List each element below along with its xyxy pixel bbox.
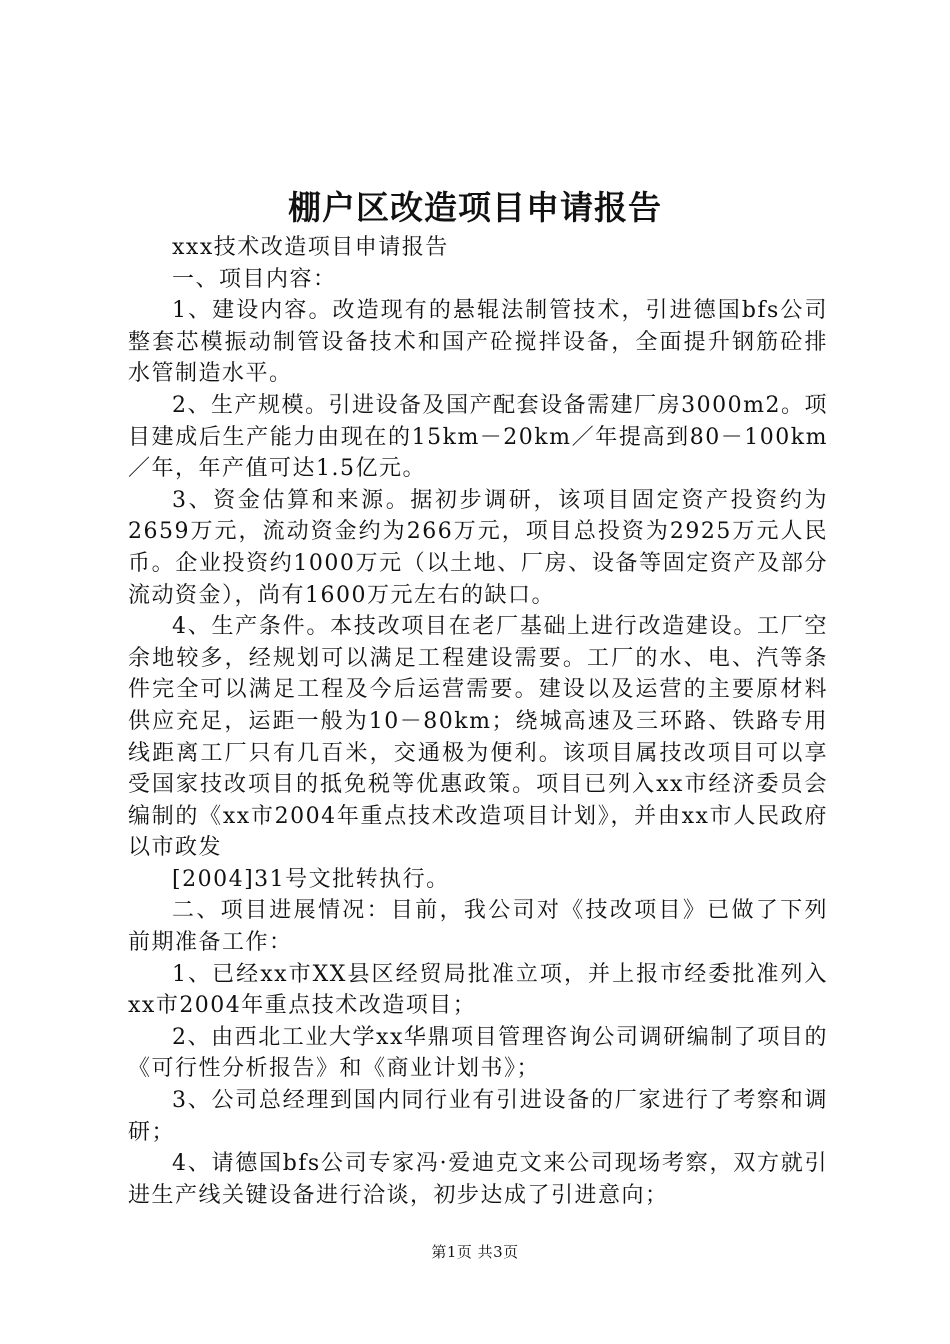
paragraph-production-scale: 2、生产规模。引进设备及国产配套设备需建厂房3000m2。项目建成后生产能力由现在的15km－20km／年提高到80－100km／年，年产值可达1.5亿元。 [128,392,828,482]
document-title: 棚户区改造项目申请报告 [288,188,662,227]
paragraph-construction-content: 1、建设内容。改造现有的悬辊法制管技术，引进德国bfs公司整套芯模振动制管设备技术和国产砼搅拌设备，全面提升钢筋砼排水管制造水平。 [128,298,828,387]
document-body [128,232,828,1211]
paragraph-funding: 3、资金估算和来源。据初步调研，该项目固定资产投资约为2659万元，流动资金约为266万元，项目总投资为2925万元人民币。企业投资约1000万元（以土地、厂房、设备等固定资产及部分流动资金），尚有1600万元左右的缺口。 [128,487,828,608]
paragraph-report-name: xxx技术改造项目申请报告 [172,235,449,260]
section-heading-progress: 二、项目进展情况：目前，我公司对《技改项目》已做了下列前期准备工作： [128,898,828,956]
paragraph-progress-4: 4、请德国bfs公司专家冯·爱迪克文来公司现场考察，双方就引进生产线关键设备进行洽谈，初步达成了引进意向； [128,1151,828,1208]
paragraph-progress-3: 3、公司总经理到国内同行业有引进设备的厂家进行了考察和调研； [128,1088,828,1145]
page-footer: 第1页 共3页 [431,1243,519,1261]
paragraph-production-conditions: 4、生产条件。本技改项目在老厂基础上进行改造建设。工厂空余地较多，经规划可以满足工程建设需要。工厂的水、电、汽等条件完全可以满足工程及今后运营需要。建设以及运营的主要原材料供应充足，运距一般为10－80km；绕城高速及三环路、铁路专用线距离工厂只有几百米，交通极为便利。该项目属技改项目可以享受国家技改项目的抵免税等优惠政策。项目已列入xx市经济委员会编制的《xx市2004年重点技术改造项目计划》，并由xx市人民政府以市政发 [128,614,828,861]
paragraph-progress-1: 1、已经xx市XX县区经贸局批准立项，并上报市经委批准列入xx市2004年重点技术改造项目； [128,961,828,1019]
paragraph-document-reference: [2004]31号文批转执行。 [172,866,450,892]
section-heading-project-content: 一、项目内容： [172,266,337,292]
paragraph-progress-2: 2、由西北工业大学xx华鼎项目管理咨询公司调研编制了项目的《可行性分析报告》和《商业计划书》； [128,1024,828,1082]
